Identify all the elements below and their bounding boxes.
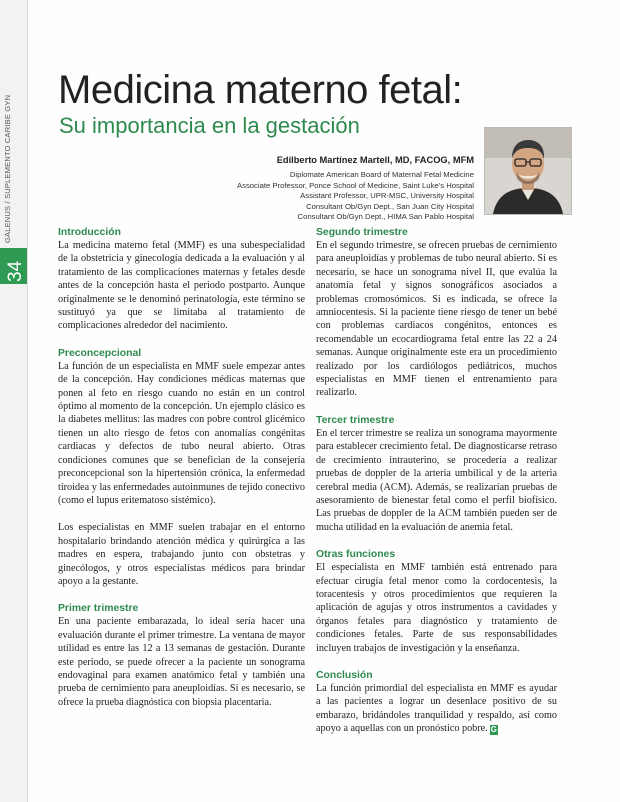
running-head [3, 94, 19, 243]
credential-line: Assistant Professor, UPR-MSC, University Hospital [300, 191, 474, 201]
heading-segundo-trimestre: Segundo trimestre [316, 227, 408, 238]
heading-tercer-trimestre: Tercer trimestre [316, 414, 395, 426]
article-subtitle: Su importancia en la gestación [59, 113, 360, 138]
heading-otras-funciones: Otras funciones [316, 549, 396, 561]
heading-conclusion: Conclusión [316, 669, 373, 681]
paragraph-especialistas: Los especialistas en MMF suelen trabajar en el entorno hospitalario brindando atención médica y quirúrgica a las madres en espera, trabajando junto con obstetras y ginecólogos, y otros especialistas médicos para brindar apoyo a la gestante. [58, 522, 305, 587]
paragraph-introduccion: La medicina materno fetal (MMF) es una subespecialidad de la obstetricia y ginecología dedicada a la evaluación y al tratamiento de las complicaciones maternas y fetales desde antes de la concepción hasta el periodo postparto. Aunque originalmente se le denominó perinatología, este término se sustituyó ya que se limitaba al tratamiento de complicaciones alrededor del nacimiento. [58, 240, 305, 332]
paragraph-segundo-trimestre: En el segundo trimestre, se ofrecen pruebas de cernimiento para aneuploidías y problemas de tubo neural abierto. Si es necesario, se hace un sonograma nivel II, que evalúa la anatomía fetal y signos sonográficos asociados a problemas cromosómicos. Si es indicada, se ofrece la amniocentesis. Si la paciente tiene riesgo de tener un bebé con problemas cardiacos congénitos, entonces es recomendable un ecocardiograma fetal entre las 22 a 24 semanas. Aunque originalmente este era un procedimiento realizado por los cardiólogos pediátricos, muchos especialistas en MMF tienen el entrenamiento para realizarlo. [316, 240, 557, 399]
heading-primer-trimestre: Primer trimestre [58, 603, 139, 615]
conclusion-text: La función primordial del especialista en MMF es ayudar a las pacientes a lograr un desenlace positivo de su embarazo, bridándoles tranquilidad y respaldo, así como apoyo a aquellas con un pronóstico pobre. [316, 682, 557, 735]
paragraph-conclusion [316, 682, 557, 736]
page-number-tab [0, 248, 27, 284]
right-column [316, 226, 557, 736]
author-photo [484, 127, 572, 215]
paragraph-primer-trimestre: En una paciente embarazada, lo ideal sería hacer una evaluación durante el primer trimestre. La ventana de mayor utilidad es entre las 12 a 13 semanas de gestación. Durante este periodo, se puede ofrecer a la paciente un sonograma endovaginal para examen anatómico fetal y también una prueba de cernimiento para aneuploidías. Si es necesario, se ofrece la prueba diagnóstica con biopsia placentaria. [58, 616, 305, 708]
author-name: Edilberto Martínez Martell, MD, FACOG, MFM [276, 155, 474, 165]
credential-line: Consultant Ob/Gyn Dept., San Juan City Hospital [306, 201, 474, 211]
paragraph-tercer-trimestre: En el tercer trimestre se realiza un sonograma mayormente para establecer crecimiento fetal. De diagnosticarse retraso de crecimiento intrauterino, se procedería a realizar pruebas de doppler de la arteria umbilical y de la arteria cerebral media (ACM). Además, se realizarían pruebas de asesoramiento de bienestar fetal como el perfil biofísico. Las pruebas de doppler de la ACM también pueden ser de mucha utilidad en la evaluación de anemia fetal. [316, 427, 557, 533]
paragraph-otras-funciones: El especialista en MMF también está entrenado para efectuar cirugía fetal menor como la cordocentesis, la toracentesis y otros procedimientos que requieren la aplicación de agujas y otros instrumentos a cavidades y órganos fetales para diagnóstico y tratamiento de condiciones fetales. Parte de sus responsabilidades incluyen trabajos de investigación y la enseñanza. [316, 562, 557, 654]
heading-preconcepcional: Preconcepcional [58, 347, 142, 359]
heading-introduccion: Introducción [58, 227, 121, 238]
author-credentials [237, 170, 474, 223]
credential-line: Diplomate American Board of Maternal Fetal Medicine [289, 170, 474, 179]
article-title: Medicina materno fetal: [58, 68, 463, 112]
credential-line: Consultant Ob/Gyn Dept., HIMA San Pablo Hospital [297, 212, 474, 222]
page-number: 34 [5, 260, 26, 282]
running-head-text: GALENUS / SUPLEMENTO CARIBE GYN [3, 94, 12, 243]
paragraph-preconcepcional: La función de un especialista en MMF suele empezar antes de la concepción. Hay condiciones médicas maternas que ponen al feto en riesgo cuando no están en un control óptimo al momento de la concepción. Un ejemplo clásico es la diabetes mellitus: las madres con pobre control glicémico tienen un alto riesgo de fetos con anomalías congénitas cardiacas y defectos de tubo neural abierto. Otras condiciones comunes que se benefician de la consejería preconcepcional son la hipertensión crónica, la enfermedad tiroidea y las enfermedades autoinmunes de tejido conectivo (como el lupus eritematoso sistémico). [58, 360, 305, 506]
credential-line: Associate Professor, Ponce School of Medicine, Saint Luke’s Hospital [236, 180, 474, 190]
end-mark-icon: G [490, 725, 497, 735]
left-column [58, 226, 305, 709]
author-portrait-illustration [485, 128, 571, 214]
